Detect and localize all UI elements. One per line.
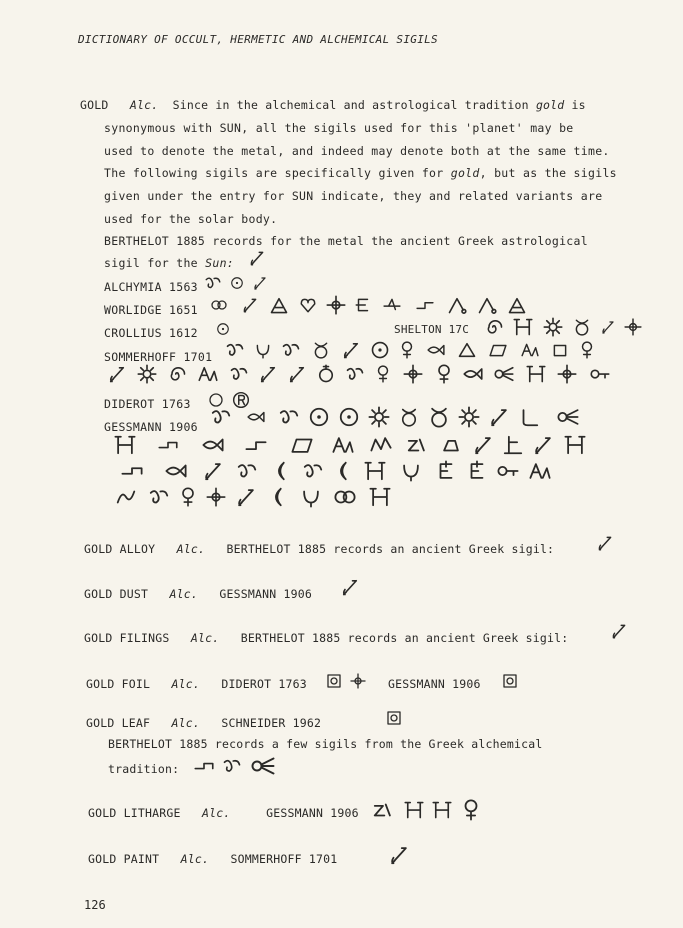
sigil-row-gold-litharge <box>370 798 490 822</box>
a-line-sigil-icon <box>518 341 542 359</box>
long-dash-sigil-icon <box>112 460 152 482</box>
sigil-row-gessmann-1 <box>208 406 596 428</box>
sigil-row-sun <box>248 248 274 268</box>
wand-sigil-icon <box>600 318 616 336</box>
sigil-row-gold-foil-diderot <box>326 673 374 689</box>
scroll-sigil-icon <box>280 340 302 360</box>
sigil-row-gold-foil-gessmann <box>502 673 526 689</box>
cross-circle-sigil-icon <box>350 673 366 689</box>
comet-sigil-icon <box>548 406 588 428</box>
entry-text: BERTHELOT 1885 records an ancient Greek sigil: <box>226 542 555 556</box>
triangle-sigil-icon <box>268 295 290 315</box>
lambda-sigil-icon <box>446 295 468 315</box>
gold-line-4-text: The following sigils are specifically given for <box>104 166 451 180</box>
e-sigil-icon <box>466 460 488 482</box>
headword: GOLD FILINGS <box>84 631 170 645</box>
bolt-sigil-icon <box>366 434 396 456</box>
key-sigil-icon <box>586 364 614 384</box>
cup-sigil-icon <box>254 341 272 359</box>
h-bar-sigil-icon <box>512 317 534 337</box>
ox-sigil-icon <box>398 407 420 427</box>
wand-sigil-icon <box>250 754 276 778</box>
abbr: Alc. <box>180 852 210 866</box>
entry-gold-paint <box>88 852 337 866</box>
gold-line-4-tail: , but as the sigils <box>479 166 617 180</box>
spiral-sigil-icon <box>484 317 504 337</box>
entry-text: GESSMANN 1906 <box>219 587 312 601</box>
wand-sigil-icon <box>388 842 410 868</box>
parallelogram-sigil-icon <box>486 341 510 359</box>
sigil-row-gold-alloy <box>596 532 622 554</box>
sun-rays-sigil-icon <box>368 406 390 428</box>
gold-line-4 <box>104 166 617 180</box>
entry-text: SCHNEIDER 1962 <box>221 716 322 730</box>
gold-italic-word-1: gold <box>535 98 565 112</box>
a-line-sigil-icon <box>328 434 358 456</box>
headword: GOLD LEAF <box>86 716 151 730</box>
sigil-row-gold-leaf-tradition <box>194 754 284 778</box>
abbr: Alc. <box>201 806 231 820</box>
venus-sigil-icon <box>434 364 454 384</box>
fish-sigil-icon <box>242 408 270 426</box>
triangle-sigil-icon <box>456 340 478 360</box>
entry-gold-head <box>80 98 586 112</box>
h-bar-sigil-icon <box>404 798 424 822</box>
square-sigil-icon <box>550 341 570 359</box>
sun-rays-sigil-icon <box>458 406 480 428</box>
comet-sigil-icon <box>492 364 516 384</box>
cross-circle-sigil-icon <box>400 364 426 384</box>
gold-line-7: BERTHELOT 1885 records for the metal the ancient Greek astrological <box>104 234 588 248</box>
venus-sigil-icon <box>398 340 416 360</box>
venus-sigil-icon <box>374 364 392 384</box>
source-sommerhoff: SOMMERHOFF 1701 <box>104 350 213 364</box>
gold-leaf-line-2: BERTHELOT 1885 records a few sigils from the Greek alchemical <box>108 737 543 751</box>
sigil-row-gold-paint <box>388 842 418 868</box>
epsilon-sigil-icon <box>354 296 372 314</box>
headword: GOLD ALLOY <box>84 542 156 556</box>
entry-text: SOMMERHOFF 1701 <box>230 852 338 866</box>
gold-italic-word-2: gold <box>450 166 480 180</box>
wand-sigil-icon <box>286 364 308 384</box>
trapezoid-sigil-icon <box>438 434 464 456</box>
h-bar-sigil-icon <box>524 364 548 384</box>
moon-sigil-icon <box>266 486 290 508</box>
headword: GOLD PAINT <box>88 852 160 866</box>
cross-circle-sigil-icon <box>624 318 642 336</box>
scroll-sigil-icon <box>204 274 222 292</box>
h-bar-sigil-icon <box>432 798 452 822</box>
headword: GOLD DUST <box>84 587 149 601</box>
source-worlidge: WORLIDGE 1651 <box>104 303 198 317</box>
abbr: Alc. <box>169 587 198 601</box>
gold-line-6: used for the solar body. <box>104 212 278 226</box>
wand-sigil-icon <box>610 620 628 642</box>
wand-sigil-icon <box>340 340 362 360</box>
venus-sigil-icon <box>578 340 596 360</box>
ox-sigil-icon <box>310 341 332 359</box>
circle-dot-sigil-icon <box>338 406 360 428</box>
entry-gold-litharge <box>88 806 359 820</box>
sigil-row-gessmann-2 <box>112 434 596 456</box>
venus-sigil-icon <box>178 486 198 508</box>
sun-rays-sigil-icon <box>136 364 158 384</box>
h-bar-sigil-icon <box>562 434 588 456</box>
running-head: DICTIONARY OF OCCULT, HERMETIC AND ALCHEMICAL SIGILS <box>78 33 438 46</box>
wand-sigil-icon <box>248 248 266 268</box>
wand-sigil-icon <box>472 434 494 456</box>
source-shelton: SHELTON 17C <box>394 323 470 336</box>
fish-sigil-icon <box>198 434 228 456</box>
double-circle-sigil-icon <box>206 297 232 313</box>
wand-sigil-icon <box>488 406 510 428</box>
scroll-sigil-icon <box>148 486 170 508</box>
cross-circle-sigil-icon <box>556 364 578 384</box>
fish-sigil-icon <box>424 341 448 359</box>
gold-line-8 <box>104 256 234 270</box>
square-dot-sigil-icon <box>326 673 342 689</box>
key-sigil-icon <box>496 460 520 482</box>
zz-sigil-icon <box>404 434 430 456</box>
h-bar-sigil-icon <box>366 486 394 508</box>
sigil-row-gold-dust <box>340 574 368 600</box>
sun-word: Sun: <box>205 256 235 270</box>
sun-rays-sigil-icon <box>542 317 564 337</box>
key-sigil-icon <box>106 364 128 384</box>
wand-sigil-icon <box>200 460 226 482</box>
entry-gold-alloy <box>84 542 554 556</box>
square-dot-sigil-icon <box>386 710 402 726</box>
headword-gold: GOLD <box>80 98 109 112</box>
sigil-row-alchymia <box>204 274 276 292</box>
h-bar-sigil-icon <box>362 460 388 482</box>
source-alchymia: ALCHYMIA 1563 <box>104 280 198 294</box>
scroll-sigil-icon <box>222 754 242 778</box>
step-sigil-icon <box>412 296 438 314</box>
entry-text: DIDEROT 1763 <box>221 677 307 691</box>
wand-sigil-icon <box>596 532 614 554</box>
gold-line-3: used to denote the metal, and indeed may denote both at the same time. <box>104 144 610 158</box>
moon-sigil-icon <box>332 460 354 482</box>
cup-sigil-icon <box>298 486 324 508</box>
sigil-row-sommerhoff-2 <box>106 364 622 384</box>
wand-sigil-icon <box>240 296 260 314</box>
hook-sigil-icon <box>194 756 214 776</box>
entry-text: BERTHELOT 1885 records an ancient Greek sigil: <box>240 631 569 645</box>
scroll-sigil-icon <box>224 340 246 360</box>
abbr: Alc. <box>171 716 200 730</box>
bomb-sigil-icon <box>316 364 336 384</box>
double-circle-sigil-icon <box>332 486 358 508</box>
venus-sigil-icon <box>460 798 482 822</box>
e-sigil-icon <box>434 460 458 482</box>
wand-sigil-icon <box>532 434 554 456</box>
a-line-sigil-icon <box>380 296 404 314</box>
cross-circle-sigil-icon <box>206 486 226 508</box>
scroll-sigil-icon <box>302 460 324 482</box>
gold-line-8-text: sigil for the <box>104 256 206 270</box>
moon-sigil-icon <box>268 460 294 482</box>
circle-dot-sigil-icon <box>216 322 230 336</box>
entry-gold-dust <box>84 587 312 601</box>
zz-sigil-icon <box>370 799 396 821</box>
gold-line-1-tail: is <box>564 98 586 112</box>
sigil-row-crollius <box>216 322 238 336</box>
hook-sigil-icon <box>518 406 540 428</box>
abbr: Alc. <box>171 677 200 691</box>
scroll-sigil-icon <box>344 364 366 384</box>
circle-dot-sigil-icon <box>230 276 244 290</box>
a-line-sigil-icon <box>528 460 552 482</box>
cup-sigil-icon <box>396 460 426 482</box>
h-bar-sigil-icon <box>112 434 138 456</box>
headword: GOLD FOIL <box>86 677 151 691</box>
scroll-sigil-icon <box>278 406 300 428</box>
source-gessmann: GESSMANN 1906 <box>104 420 198 434</box>
long-dash-sigil-icon <box>146 435 190 455</box>
ox-sigil-icon <box>428 406 450 428</box>
fish-sigil-icon <box>160 460 192 482</box>
scroll-sigil-icon <box>208 406 234 428</box>
parallelogram-sigil-icon <box>284 434 320 456</box>
circle-dot-sigil-icon <box>370 340 390 360</box>
sigil-row-sommerhoff-1 <box>224 340 604 360</box>
stand-sigil-icon <box>502 434 524 456</box>
gold-line-5: given under the entry for SUN indicate, they and related variants are <box>104 189 603 203</box>
sigil-row-gold-filings <box>610 620 636 642</box>
sigil-row-gessmann-3 <box>112 460 560 482</box>
gold-leaf-line-3: tradition: <box>108 762 180 776</box>
abbr: Alc. <box>176 542 206 556</box>
source-crollius: CROLLIUS 1612 <box>104 326 198 340</box>
page-number: 126 <box>84 898 106 912</box>
source-diderot: DIDEROT 1763 <box>104 397 191 411</box>
wand-sigil-icon <box>234 486 258 508</box>
headword: GOLD LITHARGE <box>88 806 181 820</box>
sigil-row-gessmann-4 <box>112 486 402 508</box>
rr-sigil-icon <box>462 364 484 384</box>
sigil-row-gold-leaf <box>386 710 410 726</box>
circle-dot-sigil-icon <box>308 406 330 428</box>
sigil-row-worlidge <box>206 295 536 315</box>
wand-sigil-icon <box>252 275 268 291</box>
lambda-sigil-icon <box>476 295 498 315</box>
sigil-row-shelton <box>484 317 650 337</box>
scroll-sigil-icon <box>228 364 250 384</box>
abbr: Alc. <box>190 631 220 645</box>
square-dot-sigil-icon <box>502 673 518 689</box>
a-line-sigil-icon <box>196 364 220 384</box>
wand-sigil-icon <box>258 364 278 384</box>
entry-text: GESSMANN 1906 <box>266 806 359 820</box>
entry-gold-foil <box>86 677 307 691</box>
gold-foil-gessmann: GESSMANN 1906 <box>388 677 481 691</box>
wand-sigil-icon <box>340 574 360 600</box>
gold-line-2: synonymous with SUN, all the sigils used for this 'planet' may be <box>104 121 574 135</box>
sigma-sigil-icon <box>112 486 140 508</box>
step-sigil-icon <box>236 434 276 456</box>
ox-sigil-icon <box>572 318 592 336</box>
abbr-gold: Alc. <box>129 98 159 112</box>
entry-gold-filings <box>84 631 568 645</box>
gold-line-1: Since in the alchemical and astrological tradition <box>172 98 536 112</box>
spiral-sigil-icon <box>166 364 188 384</box>
entry-gold-leaf <box>86 716 321 730</box>
cross-circle-sigil-icon <box>326 295 346 315</box>
scroll-sigil-icon <box>234 460 260 482</box>
heart-sigil-icon <box>298 296 318 314</box>
triangle-sigil-icon <box>506 295 528 315</box>
